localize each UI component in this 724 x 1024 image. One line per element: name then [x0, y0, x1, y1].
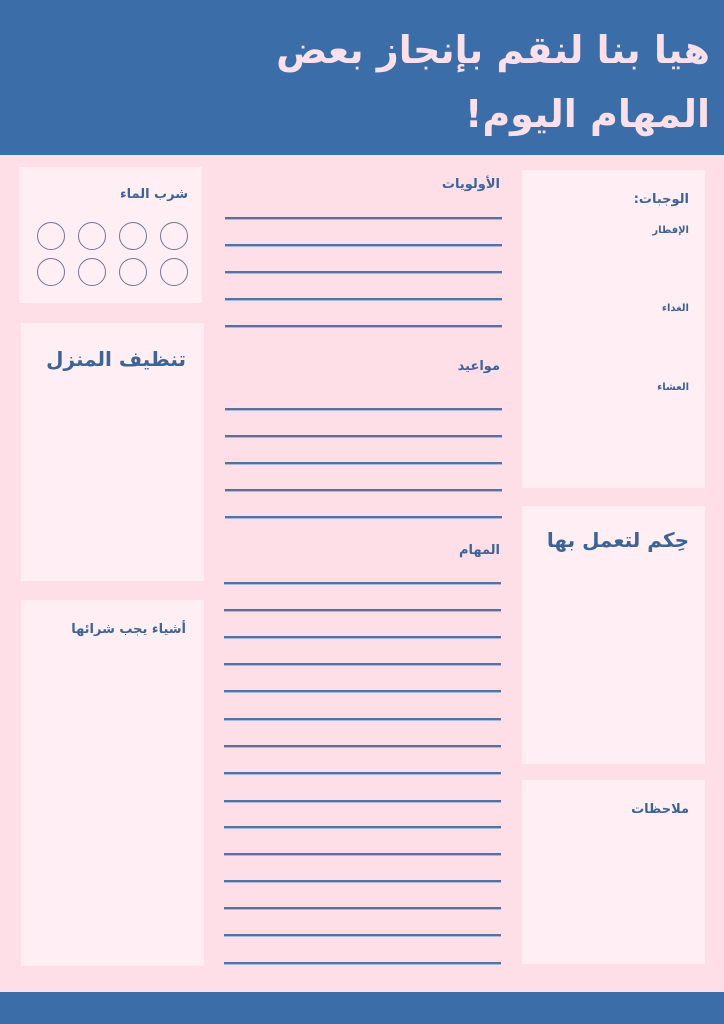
appointment-line-1[interactable] — [225, 408, 502, 411]
task-line-8[interactable] — [224, 772, 501, 775]
task-line-9[interactable] — [224, 800, 501, 803]
task-line-7[interactable] — [224, 745, 501, 748]
task-line-10[interactable] — [224, 826, 501, 829]
water-tracker — [37, 222, 187, 286]
cleaning-title: تنظيف المنزل — [46, 347, 186, 371]
water-glass-5[interactable] — [37, 258, 65, 286]
task-line-3[interactable] — [224, 636, 501, 639]
appointment-line-5[interactable] — [225, 516, 502, 519]
water-glass-2[interactable] — [78, 222, 106, 250]
appointment-line-2[interactable] — [225, 435, 502, 438]
appointment-line-3[interactable] — [225, 462, 502, 465]
water-glass-4[interactable] — [160, 222, 188, 250]
wisdom-card[interactable] — [522, 506, 705, 764]
cleaning-card[interactable] — [21, 323, 204, 581]
task-line-13[interactable] — [224, 907, 501, 910]
priority-line-3[interactable] — [225, 271, 502, 274]
task-line-12[interactable] — [224, 880, 501, 883]
task-line-5[interactable] — [224, 690, 501, 693]
task-line-11[interactable] — [224, 853, 501, 856]
shopping-card[interactable] — [21, 600, 204, 966]
lunch-label: الغداء — [661, 303, 689, 314]
water-card — [19, 167, 202, 303]
footer-bar — [0, 992, 724, 1024]
water-title: شرب الماء — [119, 187, 188, 202]
water-glass-8[interactable] — [160, 258, 188, 286]
task-line-2[interactable] — [224, 609, 501, 612]
priority-line-4[interactable] — [225, 298, 502, 301]
page-title: هيا بنا لنقم بإنجاز بعض المهام اليوم! — [276, 28, 710, 136]
wisdom-title: حِكم لتعمل بها — [546, 528, 689, 552]
notes-card[interactable] — [522, 780, 705, 964]
shopping-title: أشياء يجب شرائها — [71, 622, 186, 637]
meals-card — [522, 170, 705, 488]
water-glass-7[interactable] — [119, 258, 147, 286]
water-glass-1[interactable] — [37, 222, 65, 250]
dinner-label: العشاء — [657, 382, 689, 393]
header-banner — [0, 0, 724, 155]
appointments-title: مواعيد — [457, 359, 500, 374]
priority-line-5[interactable] — [225, 325, 502, 328]
breakfast-label: الإفطار — [652, 225, 689, 236]
priority-line-2[interactable] — [225, 244, 502, 247]
task-line-4[interactable] — [224, 663, 501, 666]
tasks-title: المهام — [458, 543, 500, 558]
water-glass-6[interactable] — [78, 258, 106, 286]
task-line-1[interactable] — [224, 582, 501, 585]
task-line-6[interactable] — [224, 718, 501, 721]
appointment-line-4[interactable] — [225, 489, 502, 492]
task-line-14[interactable] — [224, 934, 501, 937]
notes-title: ملاحظات — [631, 802, 689, 817]
task-line-15[interactable] — [224, 962, 501, 965]
meals-title: الوجبات: — [633, 192, 689, 207]
priorities-title: الأولويات — [441, 177, 500, 192]
priority-line-1[interactable] — [225, 217, 502, 220]
water-glass-3[interactable] — [119, 222, 147, 250]
